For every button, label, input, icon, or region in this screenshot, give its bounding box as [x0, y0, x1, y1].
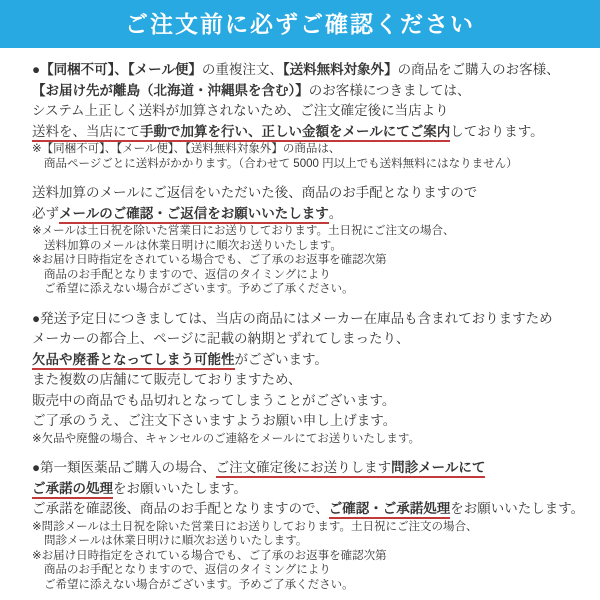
- text-segment: 送料加算のメールは休業日明けに順次お送りいたします。: [44, 239, 342, 252]
- text-segment: をお願いいたします。: [113, 480, 247, 496]
- text-segment: 必ず: [32, 205, 59, 221]
- text-segment: ●第一類医薬品ご購入の場合、: [32, 460, 216, 475]
- notice-line: [32, 411, 582, 432]
- text-segment: 【お届け先が離島（北海道・沖縄県を含む）】: [32, 82, 309, 98]
- text-segment: ご希望に添えない場合がございます。予めご了承ください。: [44, 578, 354, 591]
- notice-line: [32, 479, 582, 500]
- red-underlined-text: ご確認・ご承諾処理: [329, 501, 451, 519]
- notice-line: [32, 81, 582, 102]
- notice-line: [32, 157, 582, 172]
- text-segment: の重複注文、: [201, 62, 283, 77]
- text-segment: ※メールは土日祝を除いた営業日にお送りしております。土日祝にご注文の場合、: [32, 225, 455, 237]
- notice-line: [32, 391, 582, 412]
- text-segment: ※お届け日時指定をされている場合でも、ご了承のお返事を確認次第: [32, 549, 387, 562]
- page-title: ご注文前に必ずご確認ください: [125, 10, 475, 37]
- notice-line: [32, 253, 582, 268]
- text-segment: 商品のお手配となりますので、返信のタイミングにより: [44, 268, 331, 281]
- red-underlined-text: メールのご確認・ご返信をお願いいたします: [59, 206, 329, 224]
- section-shipping-date-stock-notice: [32, 309, 582, 447]
- text-segment: をお願いいたします。: [450, 501, 585, 516]
- text-segment: ※お届け日時指定をされている場合でも、ご了承のお返事を確認次第: [32, 254, 387, 266]
- notice-line: [32, 239, 582, 254]
- text-segment: 商品のお手配となりますので、返信のタイミングにより: [44, 564, 331, 576]
- notice-line: [32, 432, 582, 447]
- text-segment: ご希望に添えない場合がございます。予めご了承ください。: [44, 283, 354, 295]
- notice-line: [32, 520, 582, 535]
- red-underlined-text: 問診メールにて: [391, 460, 485, 478]
- notice-line: [32, 268, 582, 283]
- notice-line: [32, 578, 582, 593]
- text-segment: ご了承のうえ、ご注文下さいますようお願い申し上げます。: [32, 413, 397, 428]
- red-underlined-text: 送料を、当店にて: [32, 124, 140, 142]
- red-underlined-text: ご承諾の処理: [32, 481, 113, 499]
- notice-line: [32, 142, 582, 157]
- red-underlined-text: 欠品や廃番となってしまう可能性: [32, 352, 235, 370]
- notice-line: [32, 60, 582, 81]
- text-segment: ●発送予定日につきましては、当店の商品にはメーカー在庫品も含まれておりますため: [32, 310, 553, 326]
- notice-line: [32, 549, 582, 564]
- notice-line: [32, 563, 582, 578]
- notice-line: [32, 282, 582, 297]
- text-segment: また複数の店舗にて販売しておりますため、: [32, 372, 302, 387]
- notice-line: [32, 122, 582, 143]
- text-segment: 【送料無料対象外】: [282, 62, 398, 77]
- text-segment: メーカーの都合上、ページに記載の納期とずれてしまったり、: [32, 331, 410, 346]
- section-mail-reply-request: [32, 183, 582, 297]
- header-banner: [0, 0, 600, 48]
- notice-line: [32, 534, 582, 549]
- text-segment: ご承諾を確認後、商品のお手配となりますので、: [32, 501, 329, 516]
- section-shipping-fee-manual-addition: [32, 60, 582, 171]
- text-segment: しております。: [450, 123, 544, 139]
- notice-line: [32, 101, 582, 122]
- red-underlined-text: ご注文確定後にお送りします: [216, 460, 392, 478]
- notice-line: [32, 309, 582, 330]
- notice-line: [32, 183, 582, 204]
- notice-line: [32, 224, 582, 239]
- text-segment: 問診メールは休業日明けに順次お送りいたします。: [44, 535, 308, 547]
- text-segment: ※問診メールは土日祝を除いた営業日にお送りしております。土日祝にご注文の場合、: [32, 520, 478, 533]
- text-segment: がございます。: [234, 351, 328, 367]
- notice-line: [32, 370, 582, 391]
- text-segment: システム上正しく送料が加算されないため、ご注文確定後に当店より: [32, 103, 449, 118]
- notice-line: [32, 350, 582, 371]
- notice-body: [0, 48, 600, 592]
- text-segment: のお客様につきましては、: [308, 82, 471, 98]
- text-segment: ※【同梱不可】、【メール便】、【送料無料対象外】の商品は、: [32, 143, 341, 155]
- section-class1-medicine-consent: [32, 458, 585, 592]
- red-underlined-text: 手動で加算を行い、正しい金額をメールにてご案内: [140, 124, 450, 142]
- notice-line: [32, 204, 582, 225]
- text-segment: 。: [328, 205, 343, 221]
- text-segment: の商品をご購入のお客様、: [397, 62, 560, 77]
- text-segment: 販売中の商品でも品切れとなってしまうことがございます。: [32, 392, 396, 408]
- text-segment: 商品ページごとに送料がかかります。（合わせて 5000 円以上でも送料無料にはなりません）: [44, 157, 518, 170]
- text-segment: ※欠品や廃盤の場合、キャンセルのご連絡をメールにてお送りいたします。: [32, 432, 420, 445]
- text-segment: ●【同梱不可】、【メール便】: [32, 62, 202, 77]
- notice-line: [32, 329, 582, 350]
- text-segment: 送料加算のメールにご返信をいただいた後、商品のお手配となりますので: [32, 185, 478, 200]
- notice-line: [32, 458, 582, 479]
- notice-line: [32, 499, 585, 520]
